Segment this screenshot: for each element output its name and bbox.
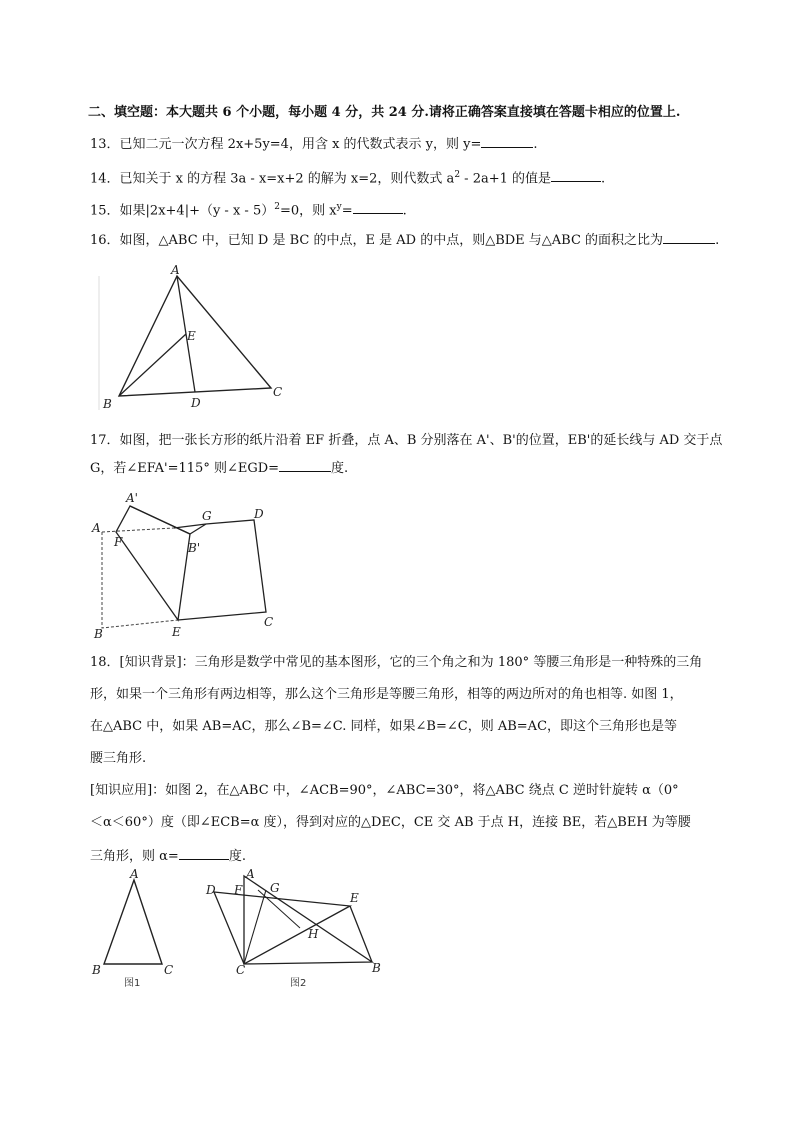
question-18-line-2: 形，如果一个三角形有两边相等，那么这个三角形是等腰三角形，相等的两边所对的角也相等. 如图 1， [90, 687, 683, 702]
fig16-label-c: C [273, 385, 283, 399]
q16-text: 16．如图，△ABC 中，已知 D 是 BC 的中点，E 是 AD 的中点，则△BDE 与△ABC 的面积之比为 [90, 233, 664, 248]
q18-answer-blank[interactable] [179, 846, 229, 860]
fig18-2-label-c: C [236, 963, 246, 977]
q17-unit: 度. [331, 461, 349, 476]
q15-sup-2: y [336, 202, 342, 212]
fig16-label-b: B [103, 397, 112, 411]
fig18-2-label-d: D [206, 883, 216, 897]
fig17-label-f: F [114, 535, 123, 549]
fig17-label-b1: B' [188, 541, 201, 555]
question-18-line-7 [90, 846, 246, 866]
figure-18-2 [200, 868, 396, 992]
fig17-label-a1: A' [126, 491, 138, 505]
fig18-1-label-a: A [130, 868, 139, 881]
q15-period: . [402, 203, 407, 219]
question-17-line-1: 17．如图，把一张长方形的纸片沿着 EF 折叠，点 A、B 分别落在 A'、B'的位置，EB'的延长线与 AD 交于点 [90, 433, 723, 448]
fig17-label-a: A [92, 521, 101, 535]
fig16-label-e: E [187, 329, 196, 343]
q18-unit: 度. [228, 849, 246, 864]
fig16-label-d: D [191, 396, 201, 410]
question-18-line-6: ＜α＜60°）度（即∠ECB=α 度），得到对应的△DEC，CE 交 AB 于点 H，连接 BE，若△BEH 为等腰 [90, 815, 691, 830]
q14-sup: 2 [454, 170, 461, 180]
fig18-2-label-g: G [270, 881, 280, 895]
q15-text-2: =0，则 x [279, 203, 337, 219]
fig18-1-label-b: B [92, 963, 101, 977]
section-heading: 二、填空题：本大题共 6 个小题，每小题 4 分，共 24 分.请将正确答案直接填在答题卡相应的位置上. [88, 105, 681, 120]
fig17-label-d: D [254, 507, 264, 521]
figure-17 [88, 490, 288, 640]
question-18-line-4: 腰三角形. [90, 751, 147, 766]
question-14 [90, 166, 605, 188]
q15-answer-blank[interactable] [353, 200, 403, 214]
figure-18-1 [88, 868, 188, 992]
question-18-line-5: [知识应用]：如图 2，在△ABC 中，∠ACB=90°，∠ABC=30°，将△ABC 绕点 C 逆时针旋转 α（0° [90, 783, 679, 798]
question-18-line-3: 在△ABC 中，如果 AB=AC，那么∠B=∠C. 同样，如果∠B=∠C，则 AB=AC，即这个三角形也是等 [90, 719, 678, 734]
q17-answer-blank[interactable] [279, 458, 331, 472]
q18-text: 三角形，则 α= [90, 849, 179, 864]
q13-period: . [533, 137, 538, 152]
q14-period: . [601, 171, 606, 187]
fig16-label-a: A [171, 263, 180, 277]
q15-eq: = [341, 203, 353, 219]
fig17-label-g: G [202, 509, 212, 523]
q16-period: . [715, 233, 720, 248]
figure-16 [95, 262, 295, 412]
fig18-1-caption: 图1 [124, 978, 141, 989]
fig18-2-label-a: A [246, 868, 255, 881]
question-18-line-1: 18．[知识背景]：三角形是数学中常见的基本图形，它的三个角之和为 180° 等腰三角形是一种特殊的三角 [90, 655, 703, 670]
fig17-label-e: E [172, 625, 181, 639]
question-16 [90, 230, 719, 250]
question-17-line-2 [90, 458, 348, 478]
q15-sup: 2 [274, 202, 280, 212]
fig18-2-label-e: E [350, 891, 359, 905]
fig18-1-label-c: C [164, 963, 174, 977]
q15-text: 15．如果|2x+4|+（y - x - 5） [90, 203, 275, 219]
fig18-2-label-h: H [308, 927, 319, 941]
question-13 [90, 134, 538, 154]
q14-text: 14．已知关于 x 的方程 3a - x=x+2 的解为 x=2，则代数式 a [90, 171, 455, 187]
fig17-label-b: B [94, 627, 103, 640]
fig18-2-caption: 图2 [290, 978, 307, 989]
q16-answer-blank[interactable] [663, 230, 715, 244]
q17-text: G，若∠EFA'=115° 则∠EGD= [90, 461, 280, 476]
fig18-2-label-f: F [234, 883, 243, 897]
q14-answer-blank[interactable] [551, 168, 601, 182]
q13-text: 13．已知二元一次方程 2x+5y=4，用含 x 的代数式表示 y，则 y= [90, 137, 482, 152]
question-15 [90, 198, 407, 220]
q13-answer-blank[interactable] [481, 134, 533, 148]
fig17-label-c: C [264, 615, 274, 629]
fig18-2-label-b: B [372, 961, 381, 975]
q14-text-2: - 2a+1 的值是 [460, 171, 552, 187]
